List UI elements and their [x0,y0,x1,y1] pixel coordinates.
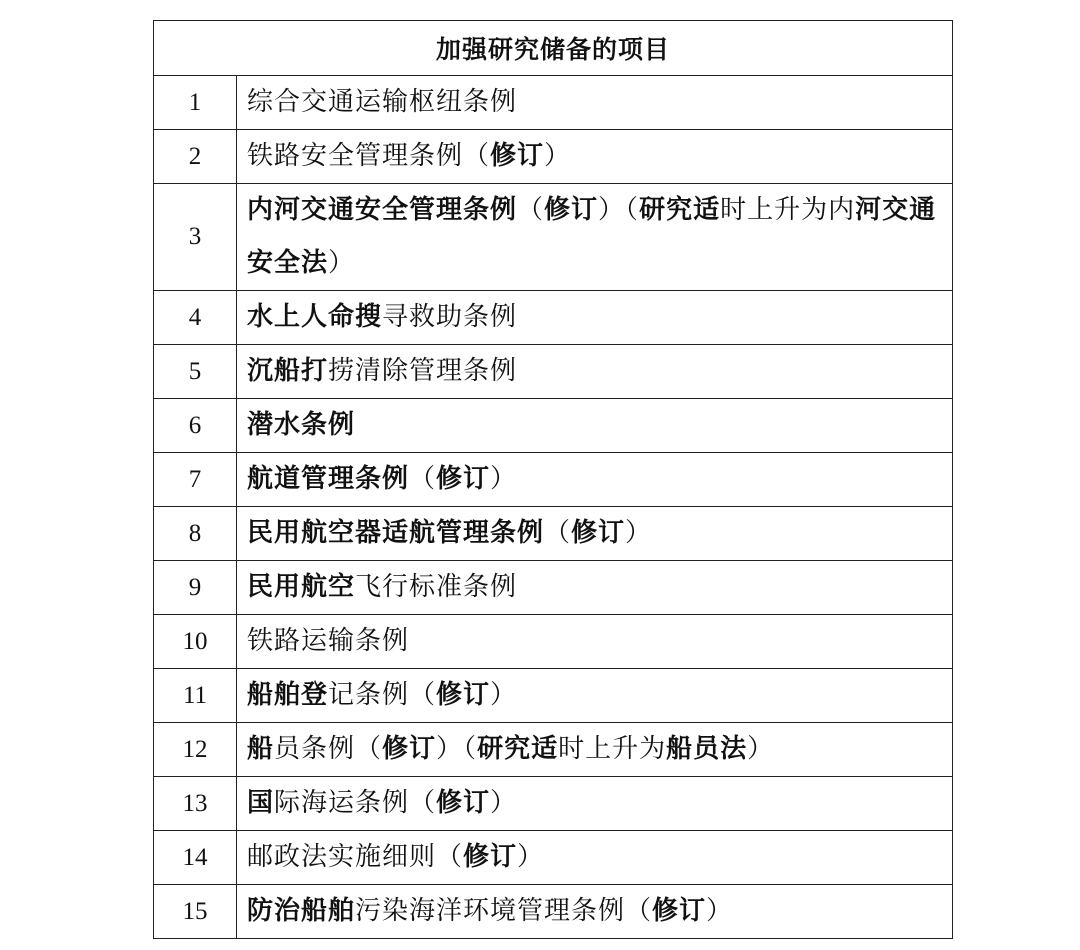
project-name [237,76,953,130]
table-row [154,561,953,615]
row-number: 6 [154,399,237,453]
table-row [154,130,953,184]
table-body [154,76,953,939]
project-name [237,777,953,831]
project-name [237,507,953,561]
row-number: 3 [154,184,237,291]
project-name-segment: ） [490,680,518,710]
project-name-bold-segment: 修订 [463,842,518,872]
project-name [237,291,953,345]
project-name-bold-segment: 防治船舶 [247,896,356,926]
project-name-segment: 记条例（ [328,680,437,710]
project-name-segment: ） [544,141,572,171]
project-name-bold-segment: 内河交通安全管理条例 [247,195,518,225]
project-name-bold-segment: 修订 [382,734,437,764]
project-name [237,669,953,723]
project-name-bold-segment: 修订 [490,141,545,171]
project-name-segment: 铁路运输条例 [247,626,410,656]
project-name [237,615,953,669]
row-number: 7 [154,453,237,507]
project-name-bold-segment: 研究适 [477,734,559,764]
project-name-segment: 时上升为 [558,734,667,764]
project-name-segment: 飞行标准条例 [355,572,518,602]
project-table [153,20,953,939]
row-number: 8 [154,507,237,561]
project-name [237,184,953,291]
project-name-segment: 邮政法实施细则（ [247,842,464,872]
project-name-segment: ） [517,842,545,872]
project-name-segment: （ [409,464,437,494]
project-name-bold-segment: 船舶登 [247,680,329,710]
project-name [237,561,953,615]
project-name-bold-segment: 修订 [436,464,491,494]
project-name [237,453,953,507]
project-name-bold-segment: 潜水条例 [247,410,356,440]
project-name-segment: ）（ [436,734,478,764]
project-name-bold-segment: 修订 [436,788,491,818]
project-name-segment: （ [517,195,545,225]
project-name-segment: （ [544,518,572,548]
table-row [154,669,953,723]
project-name-segment: 际海运条例（ [274,788,437,818]
project-name-bold-segment: 河交通安全法 [247,195,937,278]
project-name [237,885,953,939]
table-row [154,453,953,507]
project-name-bold-segment: 修订 [544,195,599,225]
row-number: 2 [154,130,237,184]
project-name [237,399,953,453]
row-number: 1 [154,76,237,130]
project-name-bold-segment: 航道管理条例 [247,464,410,494]
row-number: 10 [154,615,237,669]
project-name-bold-segment: 水上人命搜 [247,302,383,332]
project-name-bold-segment: 船员法 [666,734,748,764]
project-name-segment: ） [706,896,734,926]
project-name-segment: 综合交通运输枢纽条例 [247,87,518,117]
table-row [154,885,953,939]
project-name-bold-segment: 修订 [571,518,626,548]
row-number: 9 [154,561,237,615]
project-name-segment: ） [328,248,356,278]
project-name-bold-segment: 沉船打 [247,356,329,386]
row-number: 13 [154,777,237,831]
project-name-segment: ） [490,788,518,818]
project-name-segment: 捞清除管理条例 [328,356,518,386]
table-header-row [154,21,953,76]
project-name-segment: ）（ [598,195,640,225]
project-name-bold-segment: 修订 [436,680,491,710]
project-name [237,831,953,885]
project-name-segment: ） [747,734,775,764]
project-name-segment: 寻救助条例 [382,302,518,332]
table-row [154,76,953,130]
table-row [154,345,953,399]
project-name-bold-segment: 国 [247,788,275,818]
project-name-bold-segment: 民用航空 [247,572,356,602]
project-name-bold-segment: 船 [247,734,275,764]
project-name-segment: 污染海洋环境管理条例（ [355,896,653,926]
project-name [237,130,953,184]
project-name-segment: 铁路安全管理条例（ [247,141,491,171]
project-name-segment: 时上升为内 [720,195,856,225]
project-name-bold-segment: 研究适 [639,195,721,225]
project-name [237,723,953,777]
row-number: 14 [154,831,237,885]
table-row [154,507,953,561]
project-name [237,345,953,399]
table-row [154,777,953,831]
project-name-segment: ） [625,518,653,548]
row-number: 15 [154,885,237,939]
row-number: 4 [154,291,237,345]
project-table-container [153,20,953,939]
project-name-bold-segment: 民用航空器适航管理条例 [247,518,545,548]
table-row [154,184,953,291]
table-row [154,399,953,453]
table-row [154,723,953,777]
row-number: 11 [154,669,237,723]
row-number: 5 [154,345,237,399]
project-name-segment: ） [490,464,518,494]
table-row [154,615,953,669]
table-row [154,831,953,885]
project-name-bold-segment: 修订 [652,896,707,926]
table-row [154,291,953,345]
project-name-segment: 员条例（ [274,734,383,764]
table-title: 加强研究储备的项目 [154,21,953,76]
row-number: 12 [154,723,237,777]
